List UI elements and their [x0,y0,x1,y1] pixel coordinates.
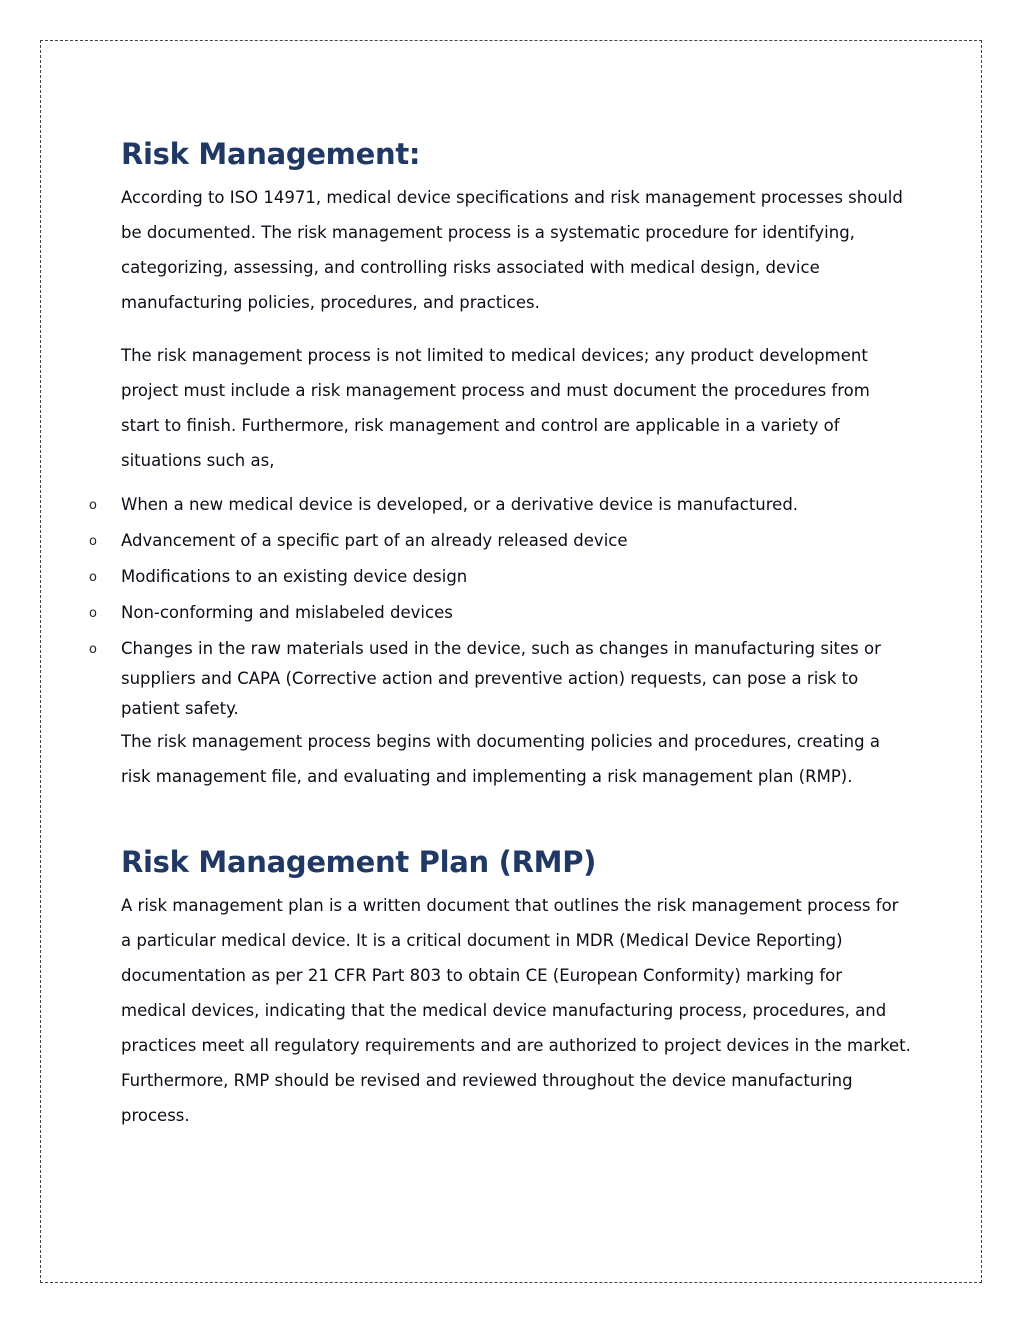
paragraph-iso-14971: According to ISO 14971, medical device specifications and risk management processes should be documented. The risk management process is a systematic procedure for identifying, categorizing, assessing, and controlling risks associated with medical design, device manufacturing policies, procedures, and practices. [121,188,903,312]
list-item-text: Non-conforming and mislabeled devices [121,603,453,622]
list-item-text: Changes in the raw materials used in the device, such as changes in manufacturing sites or suppliers and CAPA (Corrective action and preventive action) requests, can pose a risk to patient safety. [121,639,881,718]
document-body [89,132,911,1133]
paragraph-rmp-definition: A risk management plan is a written document that outlines the risk management process for a particular medical device. It is a critical document in MDR (Medical Device Reporting) documentation as per 21 CFR Part 803 to obtain CE (European Conformity) marking for medical devices, indicating that the medical device manufacturing process, procedures, and practices meet all regulatory requirements and are authorized to project devices in the market. Furthermore, RMP should be revised and reviewed throughout the device manufacturing process. [121,896,911,1125]
circle-bullet-icon: o [89,642,97,657]
circle-bullet-icon: o [89,534,97,549]
circle-bullet-icon: o [89,606,97,621]
list-item-text: Advancement of a specific part of an already released device [121,531,628,550]
list-item-text: Modifications to an existing device design [121,567,468,586]
list-item-text: When a new medical device is developed, or a derivative device is manufactured. [121,495,799,514]
list-item [89,526,911,556]
situations-list [89,490,911,724]
list-item [89,562,911,592]
paragraph-scope: The risk management process is not limited to medical devices; any product development project must include a risk management process and must document the procedures from start to finish. Furthermore, risk management and control are applicable in a variety of situations such as, [121,346,870,470]
list-item [89,598,911,628]
circle-bullet-icon: o [89,570,97,585]
section-heading-risk-management-plan: Risk Management Plan (RMP) [121,845,597,879]
section-heading-risk-management: Risk Management: [121,137,421,171]
list-item [89,634,911,724]
paragraph-rmp-intro: The risk management process begins with documenting policies and procedures, creating a risk management file, and evaluating and implementing a risk management plan (RMP). [121,732,880,786]
list-item [89,490,911,520]
circle-bullet-icon: o [89,498,97,513]
